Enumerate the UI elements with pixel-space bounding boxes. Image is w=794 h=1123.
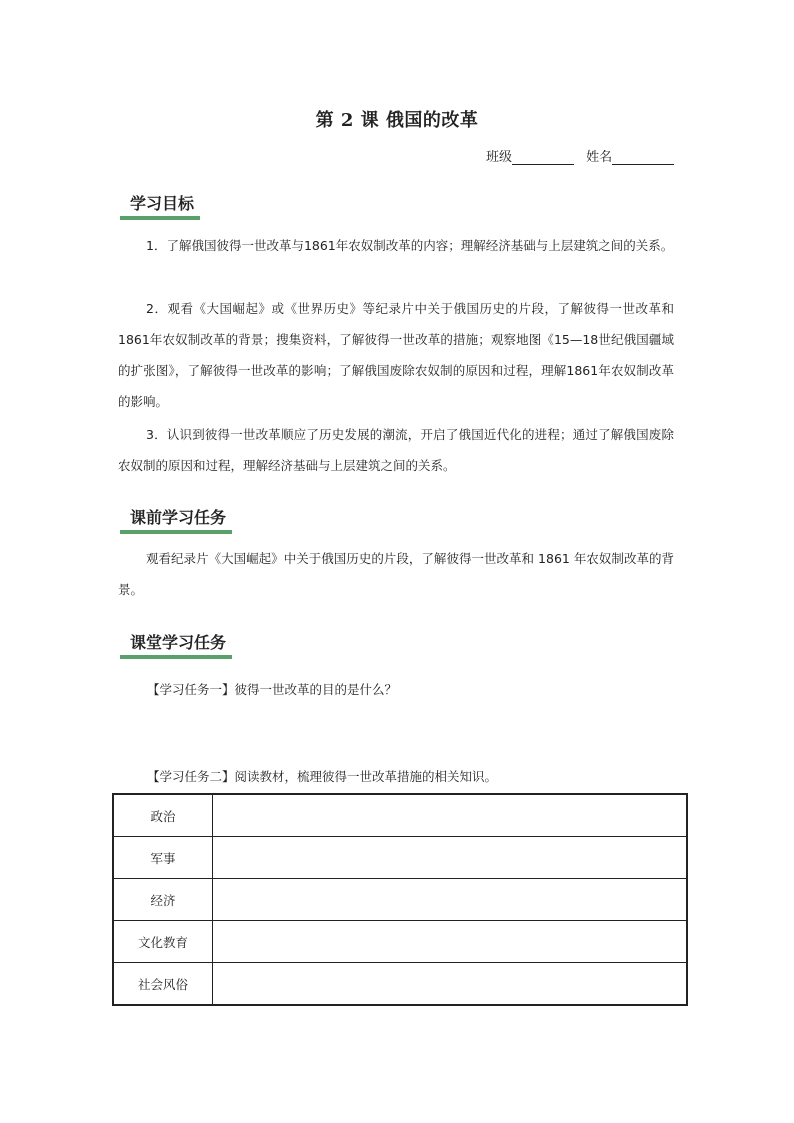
name-blank-field[interactable] (612, 150, 674, 165)
row-label-culture-education: 文化教育 (113, 921, 213, 963)
answer-cell-military[interactable] (213, 837, 688, 879)
answer-cell-culture-education[interactable] (213, 921, 688, 963)
pre-class-heading: 课前学习任务 (120, 505, 232, 534)
in-class-heading: 课堂学习任务 (120, 630, 232, 659)
table-row (113, 921, 687, 963)
task-one (147, 680, 397, 698)
table-row (113, 794, 687, 837)
row-label-politics: 政治 (113, 794, 213, 837)
student-info-line (486, 146, 674, 165)
row-label-social-customs: 社会风俗 (113, 963, 213, 1006)
objective-paragraph-2: 2．观看《大国崛起》或《世界历史》等纪录片中关于俄国历史的片段，了解彼得一世改革和1861年农奴制改革的背景；搜集资料，了解彼得一世改革的措施；观察地图《15—18世纪俄国疆域的扩张图》，了解彼得一世改革的影响；了解俄国废除农奴制的原因和过程，理解1861年农奴制改革的影响。 (118, 301, 674, 409)
reform-measures-table (112, 793, 688, 1006)
row-label-economy: 经济 (113, 879, 213, 921)
task-two-text: 阅读教材，梳理彼得一世改革措施的相关知识。 (234, 769, 498, 784)
task-two (147, 767, 497, 785)
answer-cell-economy[interactable] (213, 879, 688, 921)
objective-paragraph-1: 1．了解俄国彼得一世改革与1861年农奴制改革的内容；理解经济基础与上层建筑之间的关系。 (146, 238, 674, 253)
task-one-text: 彼得一世改革的目的是什么？ (234, 682, 398, 697)
pre-class-paragraph: 观看纪录片《大国崛起》中关于俄国历史的片段，了解彼得一世改革和 1861 年农奴制改革的背景。 (118, 551, 674, 597)
table-row (113, 879, 687, 921)
page-title: 第 2 课 俄国的改革 (315, 110, 479, 131)
name-label: 姓名 (586, 150, 613, 165)
answer-cell-politics[interactable] (213, 794, 688, 837)
table-row (113, 963, 687, 1006)
objective-paragraph-3: 3．认识到彼得一世改革顺应了历史发展的潮流，开启了俄国近代化的进程；通过了解俄国废除农奴制的原因和过程，理解经济基础与上层建筑之间的关系。 (118, 427, 674, 473)
class-blank-field[interactable] (512, 150, 574, 165)
answer-cell-social-customs[interactable] (213, 963, 688, 1006)
table-row (113, 837, 687, 879)
task-two-label: 【学习任务二】 (147, 769, 235, 784)
class-label: 班级 (486, 150, 513, 165)
task-one-label: 【学习任务一】 (147, 682, 235, 697)
row-label-military: 军事 (113, 837, 213, 879)
objectives-heading: 学习目标 (120, 191, 200, 220)
